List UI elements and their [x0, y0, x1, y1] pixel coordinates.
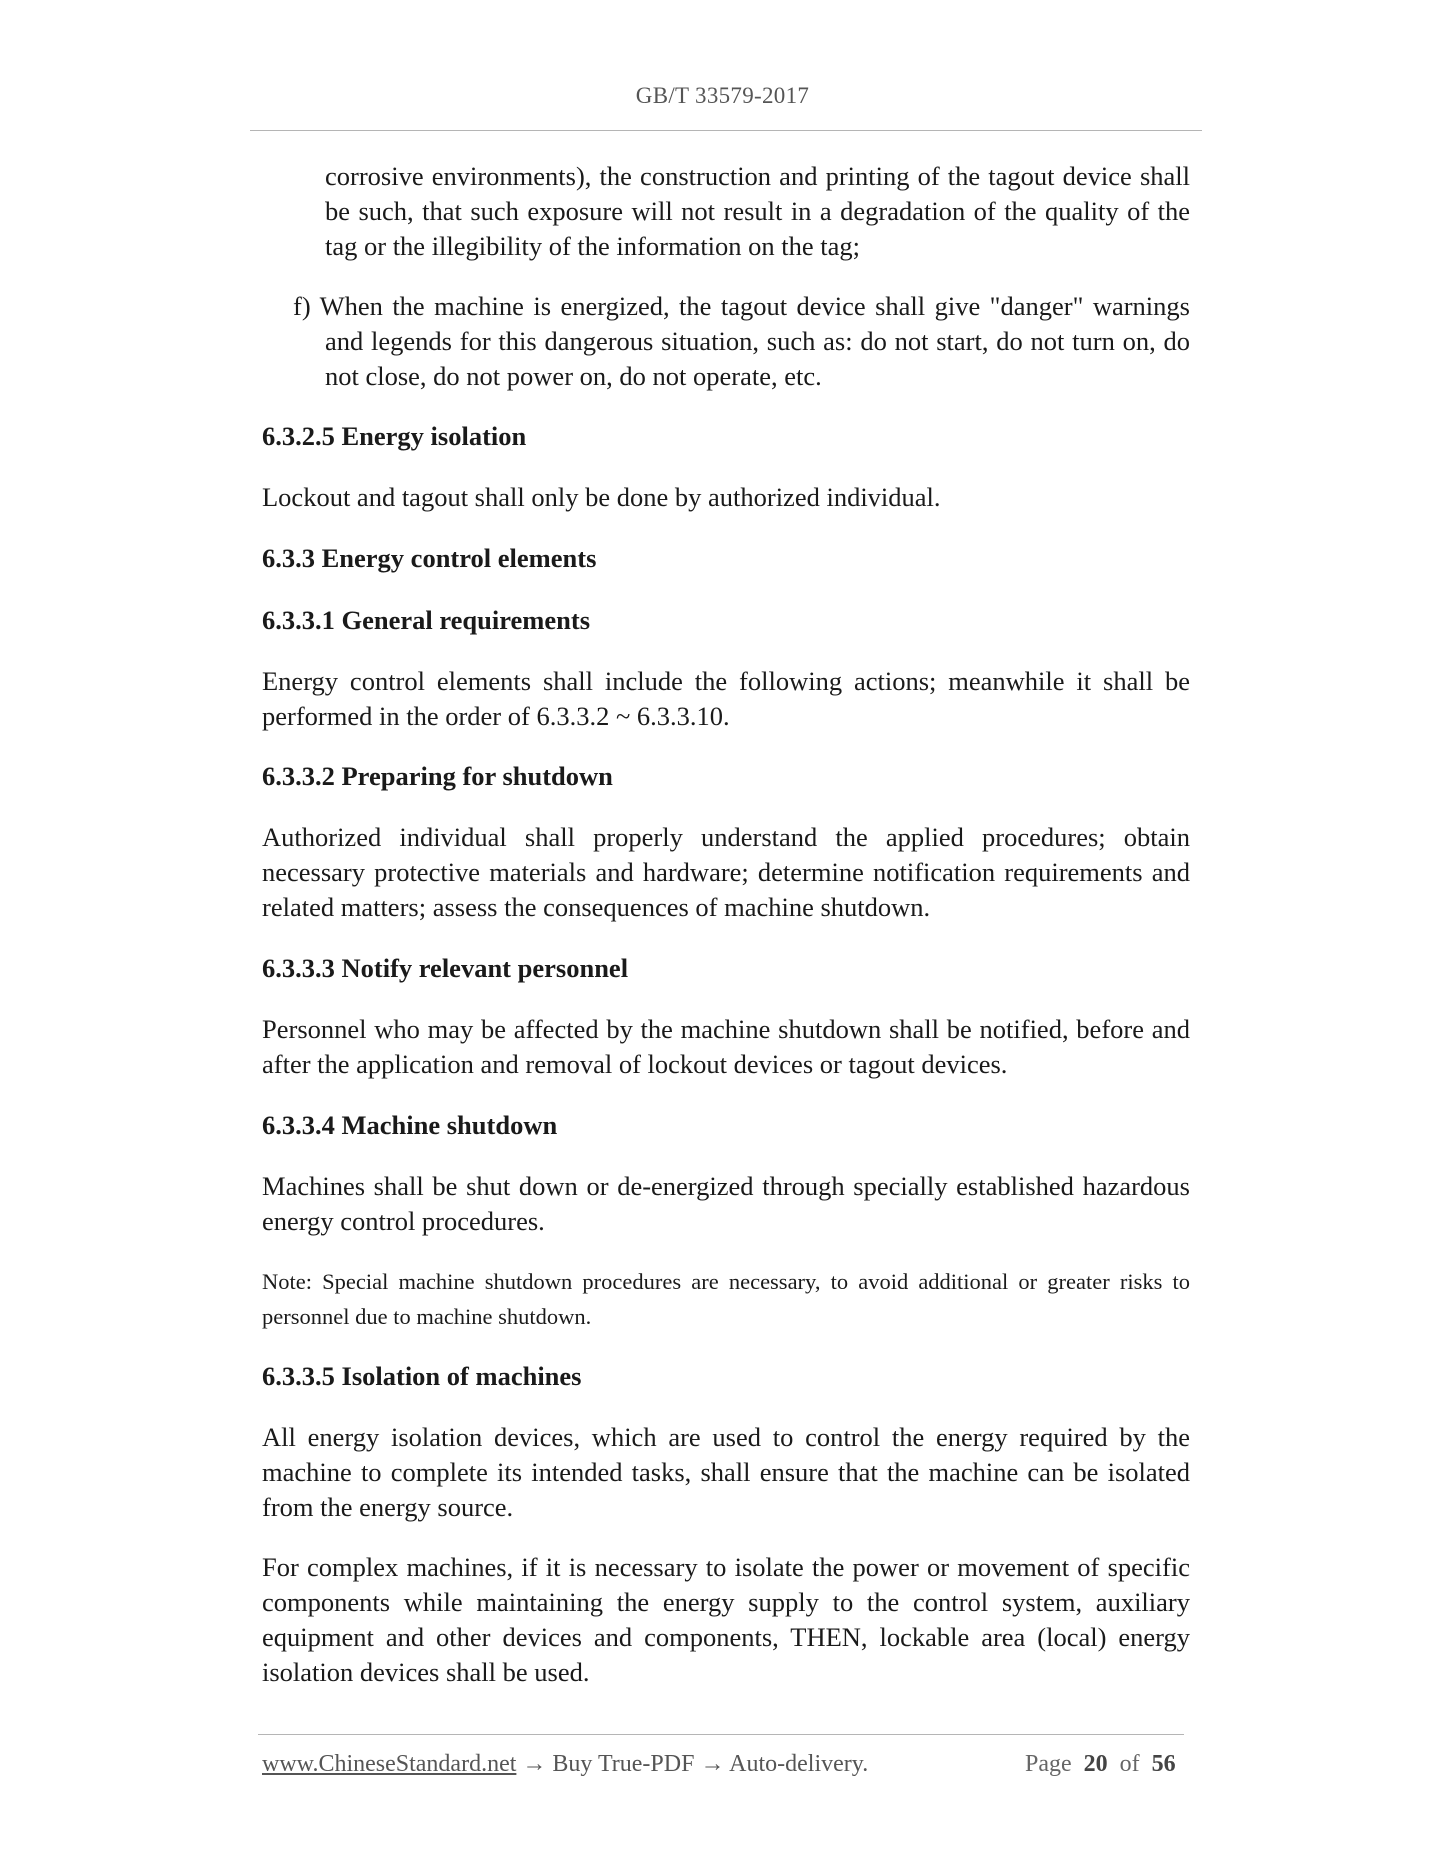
section-heading-6-3-3-5: 6.3.3.5 Isolation of machines: [262, 1361, 582, 1391]
page-total: 56: [1151, 1751, 1176, 1777]
paragraph-6-3-3-5-b: [262, 1550, 1190, 1690]
section-heading-6-3-3-4: 6.3.3.4 Machine shutdown: [262, 1110, 558, 1140]
paragraph-6-3-3-5-a: [262, 1420, 1190, 1525]
page-of: of: [1119, 1751, 1140, 1777]
page-label: Page: [1025, 1751, 1072, 1777]
section-heading-6-3-3: 6.3.3 Energy control elements: [262, 543, 597, 573]
arrow-right-icon: →: [522, 1751, 547, 1777]
footer-divider: [258, 1734, 1184, 1735]
page-current: 20: [1083, 1751, 1108, 1777]
site-link[interactable]: www.ChineseStandard.net: [262, 1751, 517, 1777]
list-item-f: [293, 289, 1190, 394]
arrow-right-icon: →: [700, 1751, 725, 1777]
document-header: GB/T 33579-2017: [635, 83, 810, 108]
paragraph-text: Machines shall be shut down or de-energized through specially established hazardous energy control procedures.: [262, 1171, 1190, 1236]
paragraph-text: Energy control elements shall include the following actions; meanwhile it shall be performed in the order of 6.3.3.2 ~ 6.3.3.10.: [262, 666, 1190, 731]
buy-pdf-text: Buy True-PDF: [552, 1751, 695, 1777]
paragraph-text: All energy isolation devices, which are used to control the energy required by the machine to complete its intended tasks, shall ensure that the machine can be isolated from the energy source.: [262, 1422, 1190, 1522]
paragraph-text: For complex machines, if it is necessary to isolate the power or movement of specific components while maintaining the energy supply to the control system, auxiliary equipment and other devices and components, THEN, lockable area (local) energy isolation devices shall be used.: [262, 1552, 1190, 1687]
paragraph-text: Lockout and tagout shall only be done by authorized individual.: [262, 482, 941, 512]
section-heading-6-3-3-1: 6.3.3.1 General requirements: [262, 605, 591, 635]
list-item-text: corrosive environments), the construction and printing of the tagout device shall be such, that such exposure will not result in a degradation of the quality of the tag or the illegibility of the information on the tag;: [325, 161, 1190, 261]
header-divider: [250, 130, 1202, 131]
section-heading-6-3-3-2: 6.3.3.2 Preparing for shutdown: [262, 761, 613, 791]
section-heading-6-3-3-3: 6.3.3.3 Notify relevant personnel: [262, 953, 629, 983]
auto-delivery-text: Auto-delivery.: [729, 1751, 869, 1777]
list-item-continued: [325, 159, 1190, 264]
paragraph-6-3-2-5: [262, 480, 1190, 515]
paragraph-6-3-3-4: [262, 1169, 1190, 1239]
page-number: [1025, 1751, 1176, 1778]
paragraph-6-3-3-1: [262, 664, 1190, 734]
paragraph-text: Personnel who may be affected by the machine shutdown shall be notified, before and after the application and removal of lockout devices or tagout devices.: [262, 1014, 1190, 1079]
note-6-3-3-4: Note: Special machine shutdown procedures are necessary, to avoid additional or greater risks to personnel due to machine shutdown.: [262, 1269, 1190, 1329]
list-item-text: f) When the machine is energized, the tagout device shall give "danger" warnings and legends for this dangerous situation, such as: do not start, do not turn on, do not close, do not power on, do not operate, etc.: [293, 291, 1190, 391]
paragraph-text: Authorized individual shall properly understand the applied procedures; obtain necessary protective materials and hardware; determine notification requirements and related matters; assess the consequences of machine shutdown.: [262, 822, 1190, 922]
paragraph-6-3-3-3: [262, 1012, 1190, 1082]
paragraph-6-3-3-2: [262, 820, 1190, 925]
footer-promo: [262, 1751, 868, 1778]
section-heading-6-3-2-5: 6.3.2.5 Energy isolation: [262, 421, 527, 451]
